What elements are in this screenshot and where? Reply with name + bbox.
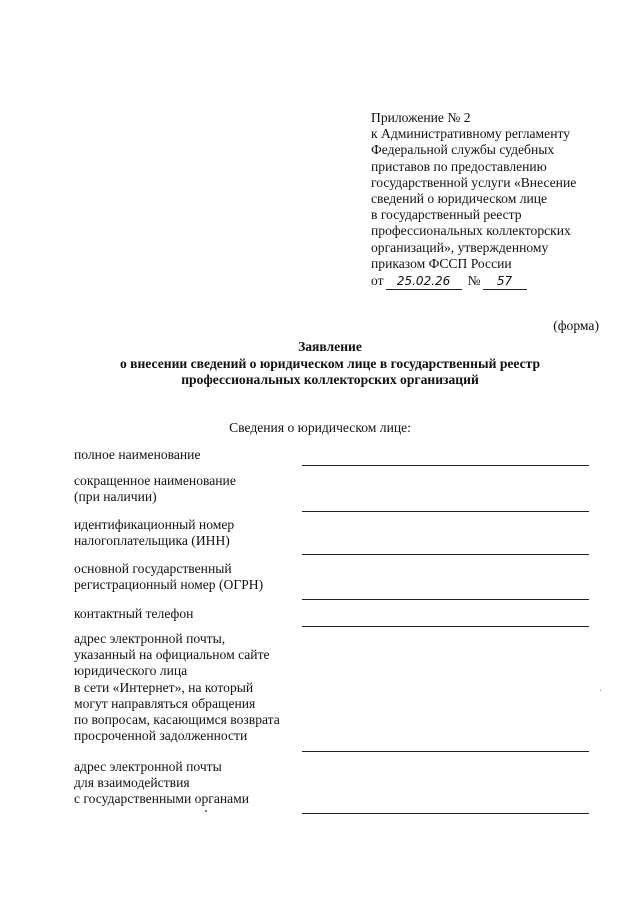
order-from-label: от: [371, 273, 384, 288]
field-label-line: полное наименование: [74, 447, 201, 462]
annex-line: государственной услуги «Внесение: [371, 174, 577, 190]
order-date-handwritten: 25.02.26: [386, 274, 462, 290]
annex-line: сведений о юридическом лице: [371, 191, 548, 207]
annex-line: Федеральной службы судебных: [371, 142, 555, 158]
field-website-email-label: [74, 631, 280, 744]
field-inn-blank[interactable]: [302, 554, 589, 555]
section-heading: Сведения о юридическом лице:: [229, 420, 411, 435]
field-label-line: сокращенное наименование: [74, 473, 236, 488]
field-phone-blank[interactable]: [302, 626, 589, 627]
field-gov-email-blank[interactable]: [302, 813, 589, 814]
annex-line: Приложение № 2: [371, 110, 471, 125]
annex-line: приказом ФССП России: [371, 255, 512, 271]
title-line-1: Заявление: [298, 339, 362, 354]
form-label: (форма): [553, 318, 599, 333]
field-label-line: просроченной задолженности: [74, 728, 248, 744]
field-full-name-label: [74, 447, 201, 463]
field-label-line: адрес электронной почты: [74, 759, 222, 774]
field-full-name-blank[interactable]: [302, 465, 589, 466]
field-label-line: основной государственный: [74, 561, 232, 576]
field-label-line: для взаимодействия: [74, 775, 190, 791]
annex-line: организаций», утвержденному: [371, 239, 549, 255]
scan-speck: [600, 690, 601, 691]
field-label-line: с государственными органами: [74, 791, 250, 807]
field-label-line: контактный телефон: [74, 606, 194, 621]
scan-speck: [205, 810, 207, 812]
field-phone-label: [74, 606, 193, 622]
field-label-line: адрес электронной почты,: [74, 631, 226, 646]
annex-header: [371, 110, 611, 272]
order-reference: [371, 273, 527, 290]
field-website-email-blank[interactable]: [302, 751, 589, 752]
field-short-name-blank[interactable]: [302, 511, 589, 512]
annex-line: профессиональных коллекторских: [371, 223, 571, 239]
field-label-line: регистрационный номер (ОГРН): [74, 577, 264, 593]
field-gov-email-label: [74, 759, 249, 808]
field-ogrn-blank[interactable]: [302, 599, 589, 600]
field-short-name-label: [74, 473, 236, 505]
field-label-line: в сети «Интернет», на который: [74, 679, 254, 695]
title-line-2: о внесении сведений о юридическом лице в государственный реестр: [119, 355, 541, 371]
document-title: [60, 339, 600, 389]
annex-line: в государственный реестр: [371, 207, 522, 223]
annex-line: к Административному регламенту: [371, 126, 571, 142]
field-label-line: юридического лица: [74, 663, 188, 679]
field-label-line: (при наличии): [74, 489, 157, 505]
field-inn-label: [74, 517, 234, 549]
order-number-label: №: [467, 273, 481, 288]
field-ogrn-label: [74, 561, 263, 593]
annex-line: приставов по предоставлению: [371, 158, 547, 174]
field-label-line: могут направляться обращения: [74, 695, 256, 711]
title-line-3: профессиональных коллекторских организаций: [181, 372, 479, 387]
order-number-handwritten: 57: [483, 274, 527, 290]
field-label-line: указанный на официальном сайте: [74, 647, 270, 663]
field-label-line: по вопросам, касающимся возврата: [74, 712, 280, 728]
field-label-line: идентификационный номер: [74, 517, 235, 532]
field-label-line: налогоплательщика (ИНН): [74, 533, 230, 549]
